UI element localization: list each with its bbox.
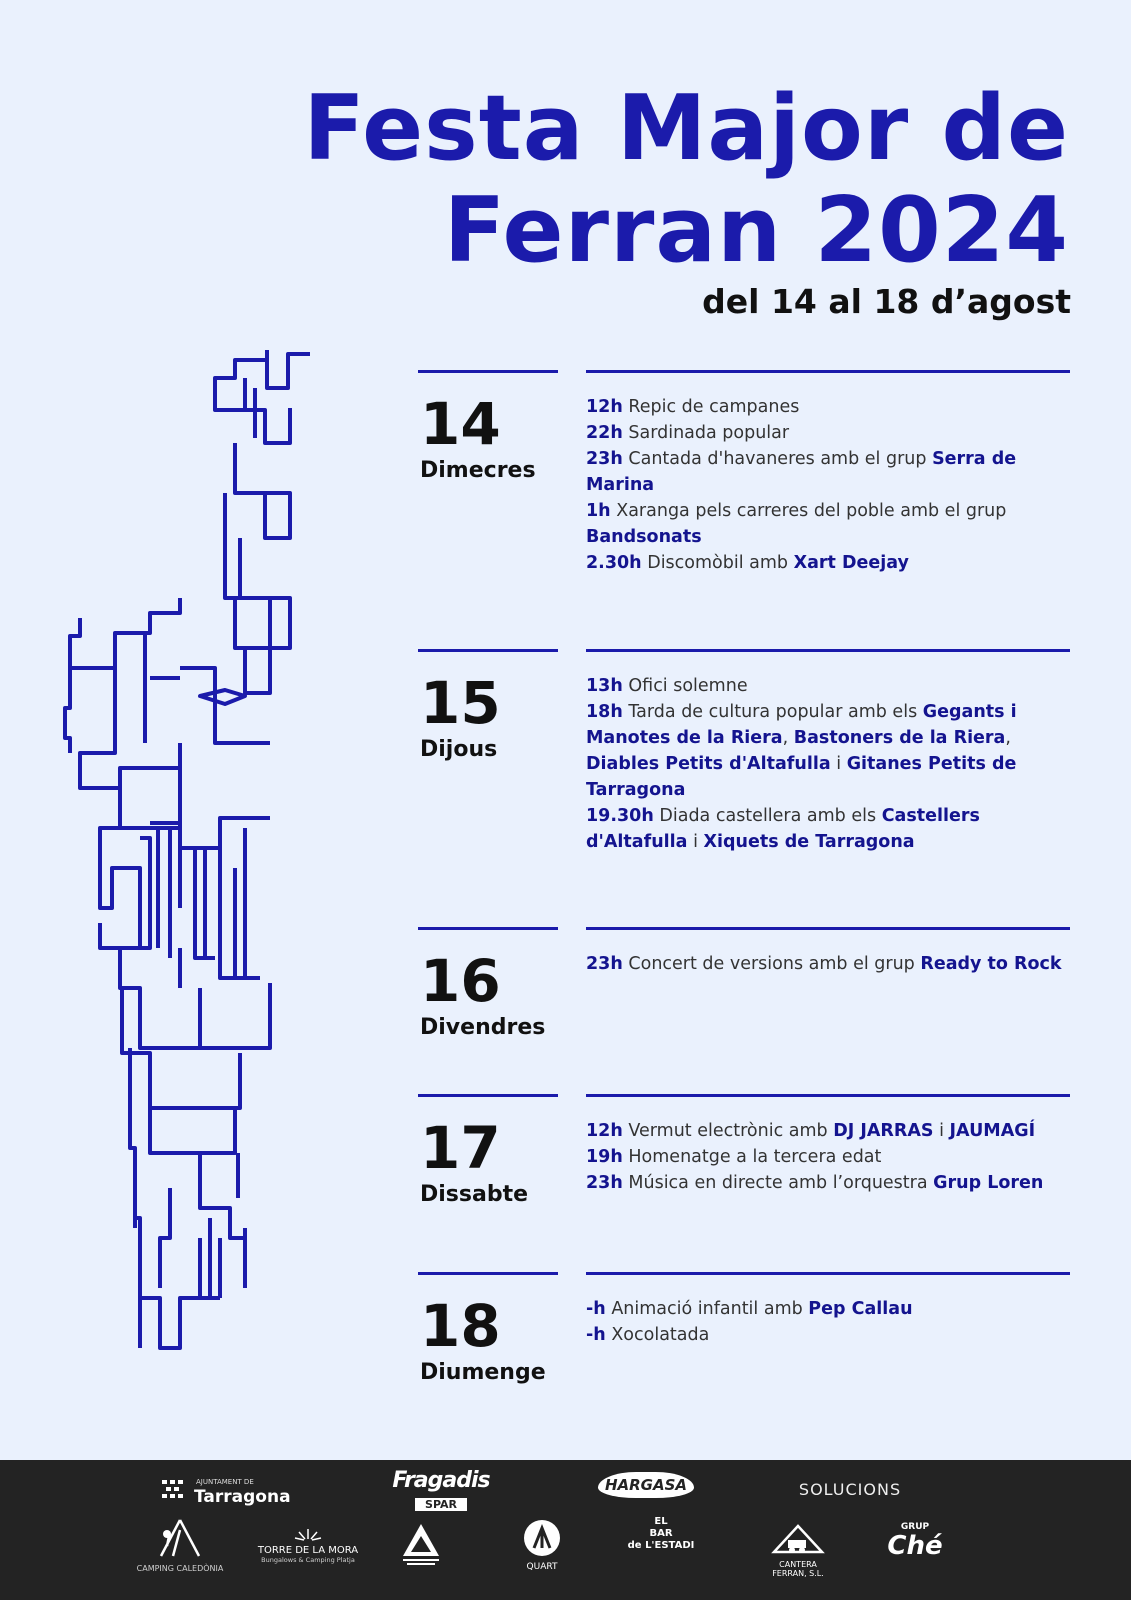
event-highlight: Xiquets de Tarragona (703, 832, 915, 852)
title-line-2: Ferran 2024 (443, 178, 1069, 283)
tarragona-label: Tarragona (194, 1487, 291, 1507)
event-highlight: Gegants i Manotes de la Riera (586, 702, 1017, 748)
event-text: Xocolatada (611, 1325, 710, 1345)
cantera-label: CANTERA (779, 1560, 817, 1569)
sponsors-footer (0, 1460, 1131, 1600)
day-divider (418, 370, 558, 373)
event-highlight: Diables Petits d'Altafulla (586, 754, 831, 774)
camping-label: CAMPING CALEDÒNIA (136, 1564, 224, 1573)
event-time: 12h (586, 1121, 623, 1141)
sun-icon (293, 1527, 323, 1541)
logo-cantera (760, 1522, 836, 1578)
event-highlight: Bastoners de la Riera (793, 728, 1006, 748)
events-divider (586, 649, 1070, 652)
event-text: Vermut electrònic amb (628, 1121, 828, 1141)
poster-title (303, 78, 1069, 282)
event-time: 1h (586, 501, 611, 521)
event-text: Tarda de cultura popular amb els (628, 702, 918, 722)
bar-line1: EL (654, 1516, 668, 1527)
event-time: 2.30h (586, 553, 642, 573)
bar-line2: BAR (649, 1528, 673, 1539)
event-text: Concert de versions amb el grup (628, 954, 915, 974)
event-time: 19h (586, 1147, 623, 1167)
event-text: Sardinada popular (628, 423, 790, 443)
event-item (586, 1170, 1076, 1196)
events-list (586, 1296, 1076, 1348)
event-item (586, 673, 1076, 699)
event-time: 12h (586, 397, 623, 417)
event-text: Ofici solemne (628, 676, 748, 696)
castle-illustration (60, 348, 310, 1398)
event-item (586, 420, 1076, 446)
event-highlight: Pep Callau (808, 1299, 913, 1319)
event-highlight: Bandsonats (586, 527, 702, 547)
event-text: Cantada d'havaneres amb el grup (628, 449, 927, 469)
event-text: Diada castellera amb els (659, 806, 877, 826)
day-number: 18 (420, 1292, 501, 1360)
event-highlight: Xart Deejay (793, 553, 909, 573)
event-item (586, 951, 1076, 977)
event-text: Discomòbil amb (647, 553, 789, 573)
day-number: 15 (420, 669, 501, 737)
event-highlight: Serra de Marina (586, 449, 1017, 495)
events-list (586, 1118, 1076, 1196)
tarragona-small-label: AJUNTAMENT DE (196, 1478, 254, 1486)
excavator-icon (770, 1522, 826, 1556)
day-name: Dissabte (420, 1182, 529, 1207)
torre-sub-label: Bungalows & Camping Platja (261, 1556, 355, 1564)
day-divider (418, 927, 558, 930)
event-item (586, 1322, 1076, 1348)
event-text: Repic de campanes (628, 397, 800, 417)
bar-line3: de L'ESTADI (627, 1540, 695, 1551)
logo-grup-che (880, 1522, 950, 1560)
event-highlight: DJ JARRAS (833, 1121, 934, 1141)
event-time: 13h (586, 676, 623, 696)
logo-hargasa (598, 1472, 694, 1502)
event-separator: i (939, 1121, 944, 1141)
event-highlight: JAUMAGÍ (949, 1121, 1036, 1141)
event-time: 23h (586, 954, 623, 974)
che-label: Ché (887, 1531, 943, 1561)
hargasa-label: HARGASA (598, 1472, 694, 1498)
solucions-label: SOLUCIONS (798, 1480, 902, 1499)
day-name: Diumenge (420, 1360, 546, 1385)
events-divider (586, 1272, 1070, 1275)
tent-icon (155, 1516, 205, 1560)
day-number: 17 (420, 1114, 501, 1182)
event-item (586, 394, 1076, 420)
logo-bar-estadi (618, 1516, 704, 1552)
logo-camping (130, 1516, 230, 1573)
event-time: -h (586, 1299, 606, 1319)
events-list (586, 951, 1076, 977)
event-item (586, 550, 1076, 576)
event-highlight: Gitanes Petits de Tarragona (586, 754, 1017, 800)
events-divider (586, 927, 1070, 930)
tarragona-shield-icon (160, 1478, 186, 1502)
quart-label: QUART (526, 1562, 558, 1572)
event-separator: i (836, 754, 842, 774)
event-item (586, 446, 1076, 498)
torre-label: TORRE DE LA MORA (257, 1545, 359, 1556)
event-item (586, 1118, 1076, 1144)
logo-triangle (396, 1522, 446, 1570)
event-item (586, 1144, 1076, 1170)
event-highlight: Grup Loren (933, 1173, 1044, 1193)
event-time: -h (586, 1325, 606, 1345)
event-highlight: Ready to Rock (920, 954, 1062, 974)
event-time: 18h (586, 702, 623, 722)
event-text: Xaranga pels carreres del poble amb el grup (616, 501, 1007, 521)
logo-fragadis-spar (376, 1468, 506, 1512)
event-text: Homenatge a la tercera edat (628, 1147, 882, 1167)
day-number: 16 (420, 947, 501, 1015)
title-line-1: Festa Major de (303, 76, 1069, 181)
event-item (586, 699, 1076, 803)
day-divider (418, 649, 558, 652)
day-name: Dimecres (420, 458, 536, 483)
events-divider (586, 1094, 1070, 1097)
event-time: 23h (586, 449, 623, 469)
events-divider (586, 370, 1070, 373)
events-list (586, 394, 1076, 576)
date-range: del 14 al 18 d’agost (702, 282, 1071, 321)
day-number: 14 (420, 390, 501, 458)
spar-label: SPAR (415, 1498, 467, 1511)
fragadis-label: Fragadis (392, 1468, 490, 1493)
event-item (586, 803, 1076, 855)
event-time: 19.30h (586, 806, 654, 826)
events-list (586, 673, 1076, 855)
quart-circle-icon (522, 1518, 562, 1558)
event-text: Música en directe amb l’orquestra (628, 1173, 928, 1193)
event-text: Animació infantil amb (611, 1299, 803, 1319)
day-name: Divendres (420, 1015, 546, 1040)
logo-quart (518, 1518, 566, 1572)
day-divider (418, 1094, 558, 1097)
event-time: 23h (586, 1173, 623, 1193)
day-name: Dijous (420, 737, 498, 762)
event-time: 22h (586, 423, 623, 443)
grup-label: GRUP (900, 1522, 930, 1532)
event-item (586, 1296, 1076, 1322)
event-highlight: Castellers d'Altafulla (586, 806, 980, 852)
event-separator: , (1005, 728, 1011, 748)
ferran-sl-label: FERRAN, S.L. (772, 1569, 824, 1578)
event-separator: i (693, 832, 698, 852)
event-separator: , (782, 728, 789, 748)
logo-torre-mora (252, 1526, 364, 1564)
day-divider (418, 1272, 558, 1275)
event-item (586, 498, 1076, 550)
triangle-logo-icon (401, 1522, 441, 1566)
